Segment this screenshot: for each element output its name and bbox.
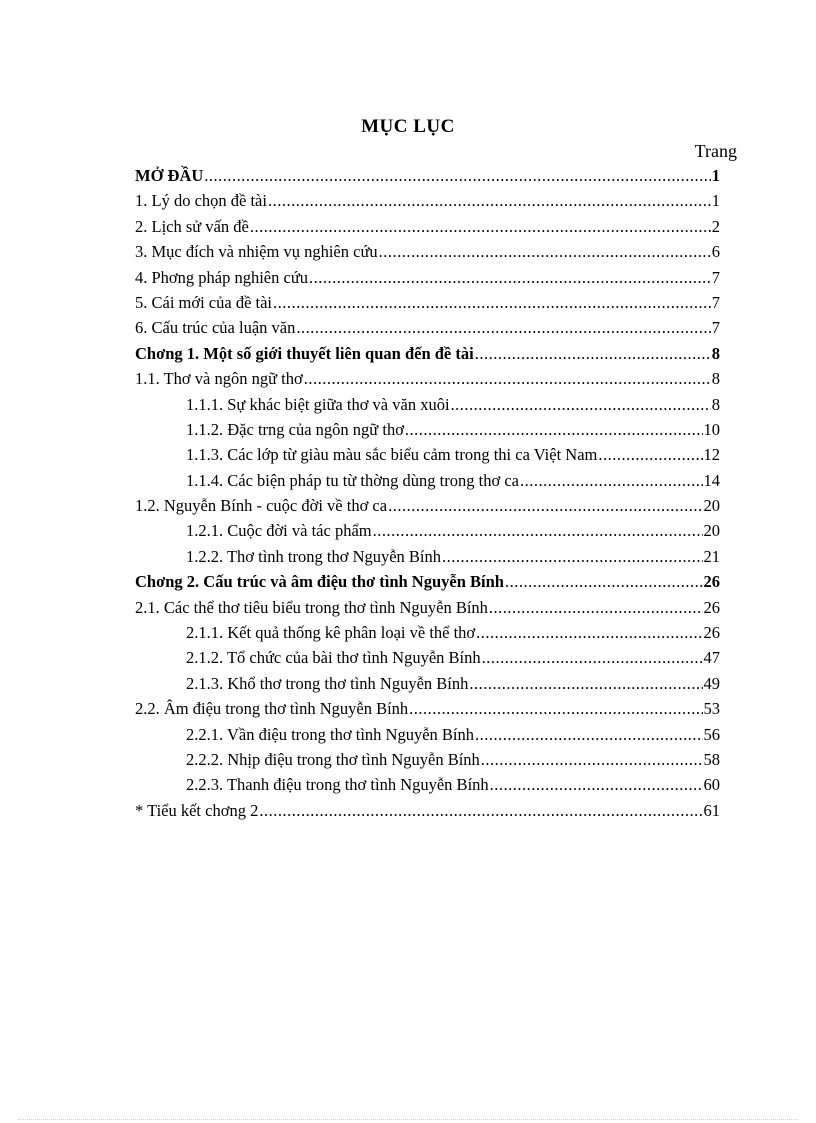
toc-entry-title: Chơng 2. Cấu trúc và âm điệu thơ tình Nguyễn Bính <box>135 572 504 592</box>
page-column-label: Trang <box>694 141 737 161</box>
toc-entry-title: 2.1.2. Tổ chức của bài thơ tình Nguyễn Bính <box>186 648 481 668</box>
toc-entry <box>135 369 720 394</box>
dot-leader <box>259 801 702 821</box>
dot-leader <box>379 242 711 262</box>
toc-entry-title: 2.1.3. Khổ thơ trong thơ tình Nguyễn Bính <box>186 673 469 693</box>
toc-entry <box>135 572 720 597</box>
dot-leader <box>405 420 703 440</box>
toc-entry <box>135 725 720 750</box>
dot-leader <box>481 750 703 770</box>
toc-entry <box>135 750 720 775</box>
dot-leader <box>304 369 711 389</box>
toc-entry-page-number: 10 <box>703 419 720 439</box>
toc-entry-title: 6. Cấu trúc của luận văn <box>135 318 296 338</box>
toc-entry-page-number: 12 <box>703 445 720 465</box>
toc-entry <box>135 496 720 521</box>
table-of-contents <box>135 166 720 826</box>
toc-entry <box>135 547 720 572</box>
toc-entry <box>135 318 720 343</box>
toc-entry-title: 2.2.1. Vần điệu trong thơ tình Nguyễn Bính <box>186 724 474 744</box>
toc-entry-page-number: 47 <box>703 648 720 668</box>
dot-leader <box>476 623 702 643</box>
toc-entry <box>135 801 720 826</box>
toc-entry <box>135 471 720 496</box>
toc-entry-page-number: 14 <box>703 470 720 490</box>
dot-leader <box>520 471 703 491</box>
dot-leader <box>451 395 711 415</box>
toc-entry-title: 1.1.2. Đặc trng của ngôn ngữ thơ <box>186 419 404 439</box>
toc-entry-title: 2.1.1. Kết quả thống kê phân loại về thể thơ <box>186 623 476 643</box>
toc-entry-title: 1.2.2. Thơ tình trong thơ Nguyễn Bính <box>186 546 442 566</box>
toc-entry-page-number: 61 <box>703 800 720 820</box>
toc-entry-title: 1.2. Nguyễn Bính - cuộc đời về thơ ca <box>135 496 388 516</box>
dot-leader <box>204 166 710 186</box>
dot-leader <box>388 496 702 516</box>
toc-entry-page-number: 1 <box>711 166 720 185</box>
toc-entry-page-number: 21 <box>703 546 720 566</box>
toc-entry-page-number: 8 <box>711 394 720 414</box>
toc-entry <box>135 521 720 546</box>
dot-leader <box>475 344 711 364</box>
toc-entry <box>135 217 720 242</box>
dot-leader <box>505 572 703 592</box>
toc-entry-title: 1.1. Thơ và ngôn ngữ thơ <box>135 369 303 389</box>
toc-entry-page-number: 26 <box>703 572 720 592</box>
dot-leader <box>490 775 703 795</box>
toc-entry-page-number: 26 <box>703 623 720 643</box>
dot-leader <box>469 674 702 694</box>
toc-entry-title: 1.1.1. Sự khác biệt giữa thơ và văn xuôi <box>186 394 450 414</box>
toc-entry-page-number: 8 <box>711 369 720 389</box>
toc-entry-title: 2. Lịch sử vấn đề <box>135 216 249 236</box>
toc-entry-page-number: 49 <box>703 673 720 693</box>
dot-leader <box>489 598 703 618</box>
page-bottom-border <box>18 1119 798 1120</box>
toc-entry-page-number: 2 <box>711 216 720 236</box>
toc-entry-page-number: 56 <box>703 724 720 744</box>
toc-entry-title: 2.2. Âm điệu trong thơ tình Nguyễn Bính <box>135 699 409 719</box>
dot-leader <box>442 547 702 567</box>
toc-entry <box>135 699 720 724</box>
toc-entry <box>135 166 720 191</box>
toc-entry-page-number: 20 <box>703 521 720 541</box>
toc-entry <box>135 775 720 800</box>
toc-entry-page-number: 26 <box>703 597 720 617</box>
toc-entry-page-number: 60 <box>703 775 720 795</box>
toc-entry-page-number: 7 <box>711 267 720 287</box>
toc-entry-page-number: 20 <box>703 496 720 516</box>
toc-entry <box>135 293 720 318</box>
toc-entry-page-number: 1 <box>711 191 720 211</box>
toc-entry <box>135 344 720 369</box>
toc-entry-title: 1.1.3. Các lớp từ giàu màu sắc biểu cảm trong thi ca Việt Nam <box>186 445 598 465</box>
toc-entry-title: 2.1. Các thể thơ tiêu biểu trong thơ tình Nguyễn Bính <box>135 597 488 617</box>
toc-entry <box>135 674 720 699</box>
toc-entry-title: 3. Mục đích và nhiệm vụ nghiên cứu <box>135 242 378 262</box>
toc-entry-title: * Tiểu kết chơng 2 <box>135 800 259 820</box>
toc-entry-title: 2.2.2. Nhịp điệu trong thơ tình Nguyễn Bính <box>186 749 480 769</box>
toc-entry-title: 1.2.1. Cuộc đời và tác phẩm <box>186 521 372 541</box>
toc-entry-page-number: 53 <box>703 699 720 719</box>
dot-leader <box>373 521 703 541</box>
toc-entry <box>135 191 720 216</box>
dot-leader <box>273 293 711 313</box>
toc-entry-page-number: 7 <box>711 292 720 312</box>
dot-leader <box>268 191 711 211</box>
dot-leader <box>250 217 711 237</box>
toc-entry <box>135 598 720 623</box>
toc-entry <box>135 395 720 420</box>
dot-leader <box>296 318 710 338</box>
toc-entry-title: Chơng 1. Một số giới thuyết liên quan đến đề tài <box>135 343 474 363</box>
toc-entry-title: 1.1.4. Các biện pháp tu từ thờng dùng trong thơ ca <box>186 470 519 490</box>
toc-entry-title: 2.2.3. Thanh điệu trong thơ tình Nguyễn Bính <box>186 775 489 795</box>
toc-entry-title: 1. Lý do chọn đề tài <box>135 191 267 211</box>
toc-entry-page-number: 58 <box>703 749 720 769</box>
toc-entry-title: 5. Cái mới của đề tài <box>135 292 273 312</box>
toc-entry-page-number: 8 <box>711 343 720 363</box>
toc-entry-title: 4. Phơng pháp nghiên cứu <box>135 267 309 287</box>
toc-entry <box>135 420 720 445</box>
toc-entry <box>135 268 720 293</box>
toc-entry <box>135 445 720 470</box>
toc-entry <box>135 623 720 648</box>
dot-leader <box>482 648 703 668</box>
dot-leader <box>309 268 711 288</box>
toc-entry-page-number: 6 <box>711 242 720 262</box>
page-title: MỤC LỤC <box>361 116 455 137</box>
dot-leader <box>475 725 703 745</box>
dot-leader <box>409 699 702 719</box>
toc-entry-page-number: 7 <box>711 318 720 338</box>
dot-leader <box>598 445 702 465</box>
toc-entry <box>135 648 720 673</box>
toc-entry-title: MỞ ĐẦU <box>135 166 204 185</box>
toc-entry <box>135 242 720 267</box>
